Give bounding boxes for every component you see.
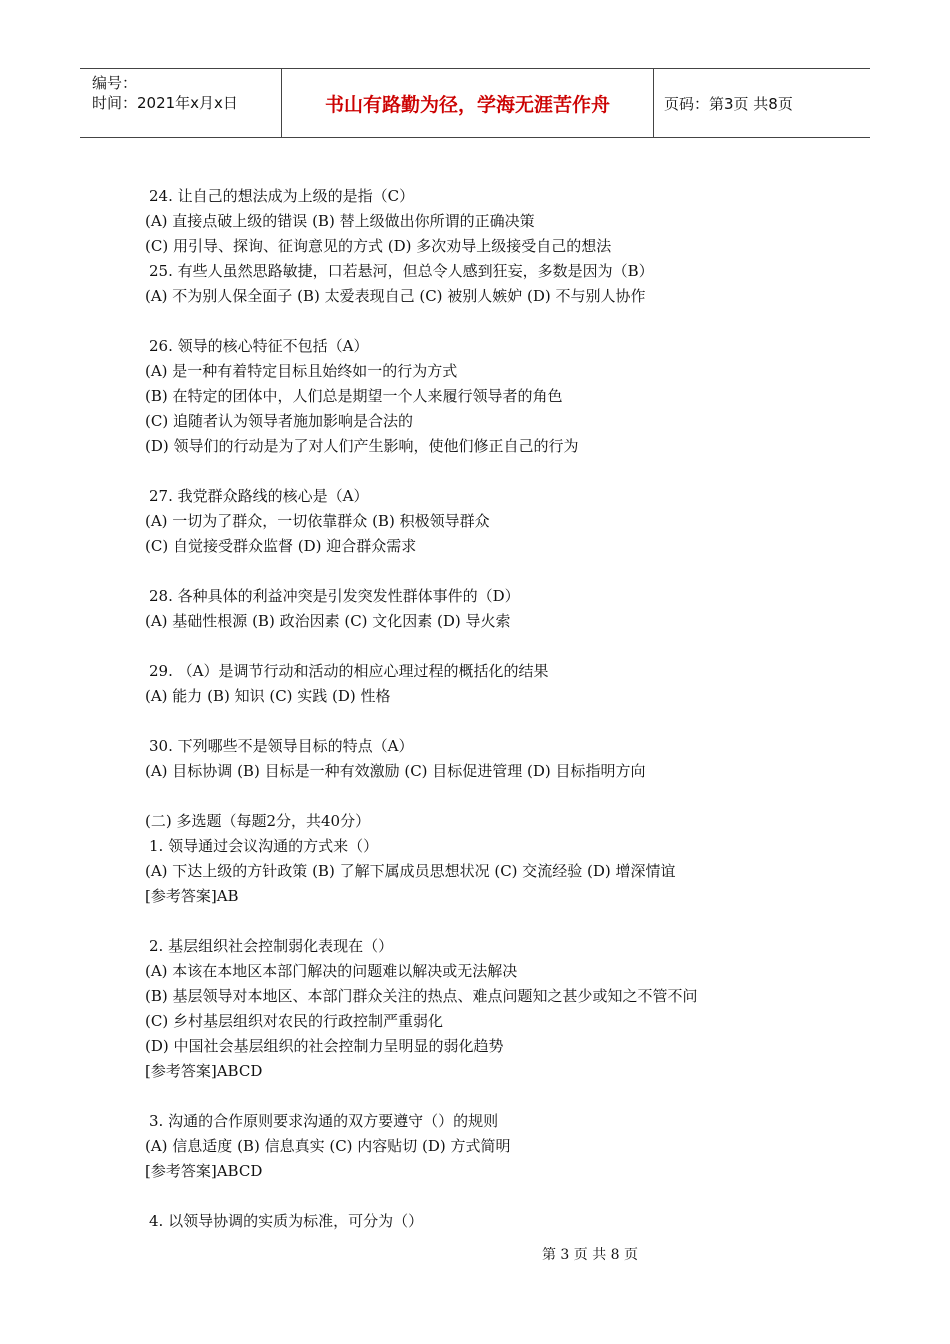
question-line: 29. （A）是调节行动和活动的相应心理过程的概括化的结果 — [149, 662, 549, 680]
question-line: 27. 我党群众路线的核心是（A） — [149, 487, 369, 505]
option-line: [参考答案]ABCD — [145, 1162, 263, 1180]
option-line: (二) 多选题（每题2分，共40分） — [145, 812, 371, 830]
option-line: (B) 基层领导对本地区、本部门群众关注的热点、难点问题知之甚少或知之不管不问 — [145, 987, 698, 1005]
page-footer: 第 3 页 共 8 页 — [541, 1247, 639, 1263]
blank-line — [145, 784, 845, 809]
option-line: [参考答案]AB — [145, 887, 239, 905]
option-line: (A) 是一种有着特定目标且始终如一的行为方式 — [145, 362, 458, 380]
blank-line — [145, 1184, 845, 1209]
option-line: (D) 领导们的行动是为了对人们产生影响，使他们修正自己的行为 — [145, 437, 579, 455]
blank-line — [145, 634, 845, 659]
option-line: [参考答案]ABCD — [145, 1062, 263, 1080]
option-line: (C) 用引导、探询、征询意见的方式 (D) 多次劝导上级接受自己的想法 — [145, 237, 612, 255]
question-line: 25. 有些人虽然思路敏捷，口若悬河，但总令人感到狂妄，多数是因为（B） — [149, 262, 654, 280]
option-line: (C) 乡村基层组织对农民的行政控制严重弱化 — [145, 1012, 443, 1030]
question-line: 28. 各种具体的利益冲突是引发突发性群体事件的（D） — [149, 587, 520, 605]
question-line: 2. 基层组织社会控制弱化表现在（） — [149, 937, 394, 955]
blank-line — [145, 459, 845, 484]
question-line: 3. 沟通的合作原则要求沟通的双方要遵守（）的规则 — [149, 1112, 499, 1130]
question-line: 30. 下列哪些不是领导目标的特点（A） — [149, 737, 414, 755]
option-line: (D) 中国社会基层组织的社会控制力呈明显的弱化趋势 — [145, 1037, 504, 1055]
doc-number-label: 编号： — [92, 74, 138, 92]
question-line: 1. 领导通过会议沟通的方式来（） — [149, 837, 379, 855]
blank-line — [145, 709, 845, 734]
blank-line — [145, 559, 845, 584]
option-line: (A) 直接点破上级的错误 (B) 替上级做出你所谓的正确决策 — [145, 212, 535, 230]
document-body — [145, 184, 845, 1234]
header-meta — [80, 69, 282, 137]
blank-line — [145, 309, 845, 334]
blank-line — [145, 909, 845, 934]
option-line: (A) 不为别人保全面子 (B) 太爱表现自己 (C) 被别人嫉妒 (D) 不与别人协作 — [145, 287, 646, 305]
blank-line — [145, 1084, 845, 1109]
question-line: 4. 以领导协调的实质为标准，可分为（） — [149, 1212, 424, 1230]
option-line: (A) 本该在本地区本部门解决的问题难以解决或无法解决 — [145, 962, 518, 980]
option-line: (A) 基础性根源 (B) 政治因素 (C) 文化因素 (D) 导火索 — [145, 612, 511, 630]
option-line: (A) 下达上级的方针政策 (B) 了解下属成员思想状况 (C) 交流经验 (D) 增深情谊 — [145, 862, 676, 880]
question-line: 26. 领导的核心特征不包括（A） — [149, 337, 369, 355]
option-line: (A) 一切为了群众，一切依靠群众 (B) 积极领导群众 — [145, 512, 490, 530]
option-line: (A) 能力 (B) 知识 (C) 实践 (D) 性格 — [145, 687, 391, 705]
option-line: (A) 信息适度 (B) 信息真实 (C) 内容贴切 (D) 方式简明 — [145, 1137, 511, 1155]
header-motto: 书山有路勤为径，学海无涯苦作舟 — [282, 69, 654, 137]
header-page-info: 页码：第3页 共8页 — [664, 94, 793, 113]
option-line: (B) 在特定的团体中，人们总是期望一个人来履行领导者的角色 — [145, 387, 563, 405]
page-header — [80, 68, 870, 138]
option-line: (A) 目标协调 (B) 目标是一种有效激励 (C) 目标促进管理 (D) 目标指明方向 — [145, 762, 646, 780]
option-line: (C) 追随者认为领导者施加影响是合法的 — [145, 412, 413, 430]
time-label: 时间：2021年x月x日 — [92, 94, 238, 112]
question-line: 24. 让自己的想法成为上级的是指（C） — [149, 187, 415, 205]
option-line: (C) 自觉接受群众监督 (D) 迎合群众需求 — [145, 537, 417, 555]
